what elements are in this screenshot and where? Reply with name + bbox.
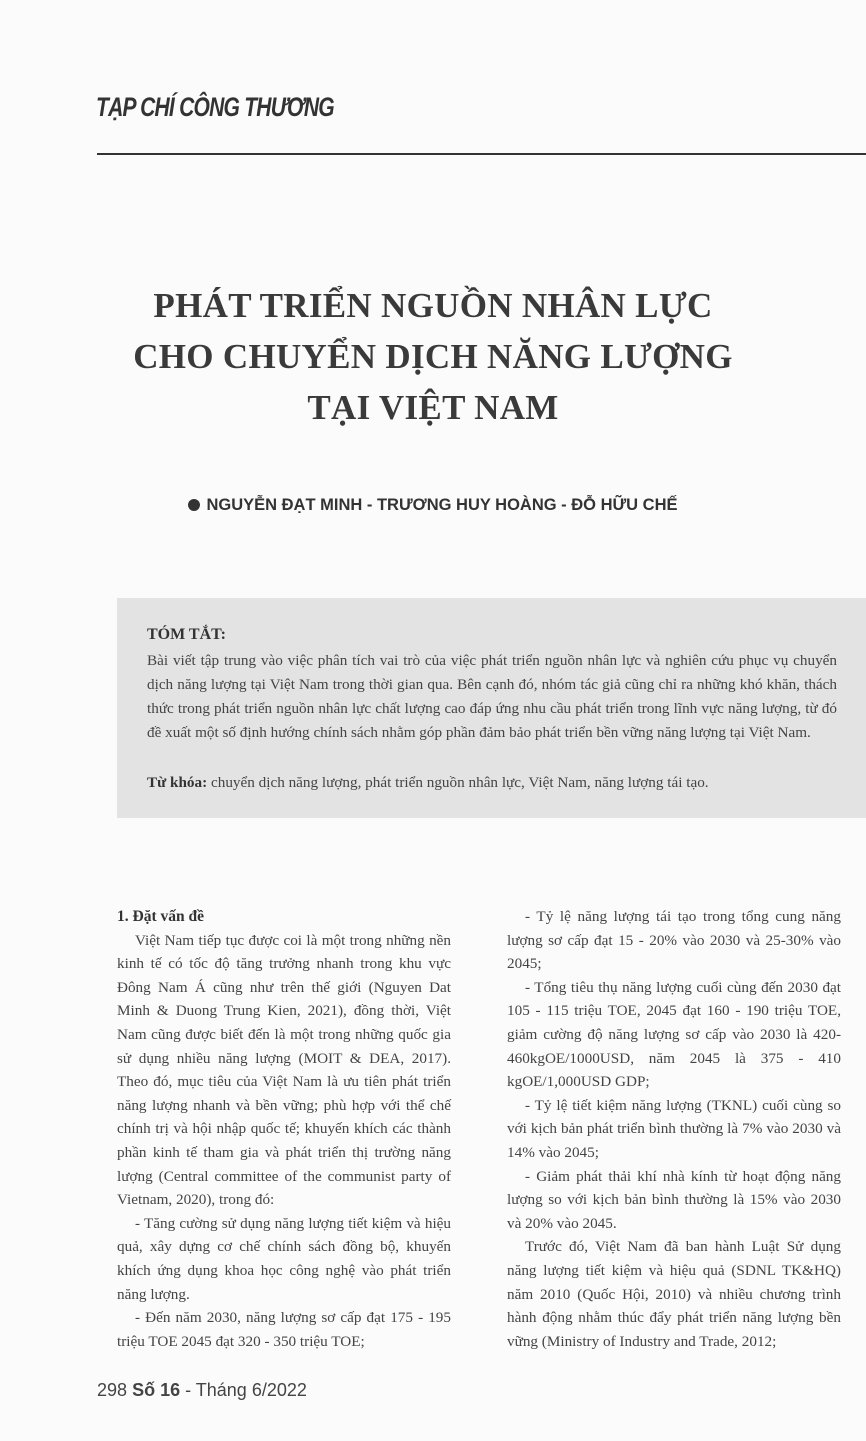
keywords-text: chuyển dịch năng lượng, phát triển nguồn nhân lực, Việt Nam, năng lượng tái tạo. bbox=[207, 774, 709, 791]
bullet-icon bbox=[188, 499, 200, 511]
author-names: NGUYỄN ĐẠT MINH - TRƯƠNG HUY HOÀNG - ĐỖ HỮU CHẾ bbox=[206, 496, 678, 514]
paragraph: - Giảm phát thải khí nhà kính từ hoạt động năng lượng so với kịch bản bình thường là 15% vào 2030 và 20% vào 2045. bbox=[507, 1167, 841, 1232]
title-line: PHÁT TRIỂN NGUỒN NHÂN LỰC bbox=[153, 286, 713, 325]
paragraph: Trước đó, Việt Nam đã ban hành Luật Sử dụng năng lượng tiết kiệm và hiệu quả (SDNL TK&HQ) năm 2010 (Quốc Hội, 2010) và nhiều chương trình hành động nhằm thúc đẩy phát triển năng lượng bền vững (Ministry of Industry and Trade, 2012; bbox=[507, 1238, 841, 1350]
page-number: 298 bbox=[97, 1380, 128, 1400]
page-footer bbox=[97, 1380, 307, 1401]
abstract-box bbox=[117, 598, 866, 818]
issue-date: - Tháng 6/2022 bbox=[185, 1380, 307, 1400]
paragraph: Việt Nam tiếp tục được coi là một trong những nền kinh tế có tốc độ tăng trưởng nhanh trong khu vực Đông Nam Á cũng như trên thế giới (Nguyen Dat Minh & Duong Trung Kien, 2021), đồng thời, Việt Nam cũng được biết đến là một trong những quốc gia sử dụng nhiều năng lượng (MOIT & DEA, 2017). Theo đó, mục tiêu của Việt Nam là ưu tiên phát triển năng lượng nhanh và bền vững; phù hợp với thể chế chính trị và hội nhập quốc tế; khuyến khích các thành phần kinh tế tham gia và phát triển thị trường năng lượng (Central committee of the communist party of Vietnam, 2020), trong đó: bbox=[117, 931, 451, 1209]
section-heading: 1. Đặt vấn đề bbox=[117, 908, 204, 925]
title-line: TẠI VIỆT NAM bbox=[307, 388, 559, 427]
header-rule bbox=[97, 153, 866, 155]
title-line: CHO CHUYỂN DỊCH NĂNG LƯỢNG bbox=[133, 337, 733, 376]
paragraph: - Tổng tiêu thụ năng lượng cuối cùng đến 2030 đạt 105 - 115 triệu TOE, 2045 đạt 160 - 190 triệu TOE, giảm cường độ năng lượng sơ cấp vào 2030 là 420-460kgOE/1000USD, năm 2045 là 375 - 410 kgOE/1,000USD GDP; bbox=[507, 978, 841, 1091]
authors bbox=[0, 496, 866, 515]
body-column-left bbox=[117, 905, 451, 1353]
keywords bbox=[147, 774, 847, 792]
paragraph: - Đến năm 2030, năng lượng sơ cấp đạt 175 - 195 triệu TOE 2045 đạt 320 - 350 triệu TOE; bbox=[117, 1309, 451, 1350]
journal-name: TẠP CHÍ CÔNG THƯƠNG bbox=[96, 92, 334, 122]
paragraph: - Tỷ lệ năng lượng tái tạo trong tổng cung năng lượng sơ cấp đạt 15 - 20% vào 2030 và 25-30% vào 2045; bbox=[507, 908, 841, 973]
article-title bbox=[0, 280, 866, 433]
abstract-heading: TÓM TẮT: bbox=[147, 626, 226, 643]
keywords-label: Từ khóa: bbox=[147, 774, 208, 791]
body-column-right bbox=[507, 905, 841, 1353]
abstract-text: Bài viết tập trung vào việc phân tích vai trò của việc phát triển nguồn nhân lực và nghiên cứu phục vụ chuyển dịch năng lượng tại Việt Nam trong thời gian qua. Bên cạnh đó, nhóm tác giả cũng chỉ ra những khó khăn, thách thức trong phát triển nguồn nhân lực chất lượng cao đáp ứng nhu cầu phát triển trong lĩnh vực năng lượng, từ đó đề xuất một số định hướng chính sách nhằm góp phần đảm bảo phát triển bền vững năng lượng tại Việt Nam. bbox=[147, 652, 837, 741]
paragraph: - Tỷ lệ tiết kiệm năng lượng (TKNL) cuối cùng so với kịch bản phát triển bình thường là 7% vào 2030 và 14% vào 2045; bbox=[507, 1096, 841, 1161]
paragraph: - Tăng cường sử dụng năng lượng tiết kiệm và hiệu quả, xây dựng cơ chế chính sách đồng bộ, khuyến khích ứng dụng khoa học công nghệ vào phát triển năng lượng. bbox=[117, 1214, 451, 1303]
issue-number: Số 16 bbox=[132, 1380, 181, 1400]
